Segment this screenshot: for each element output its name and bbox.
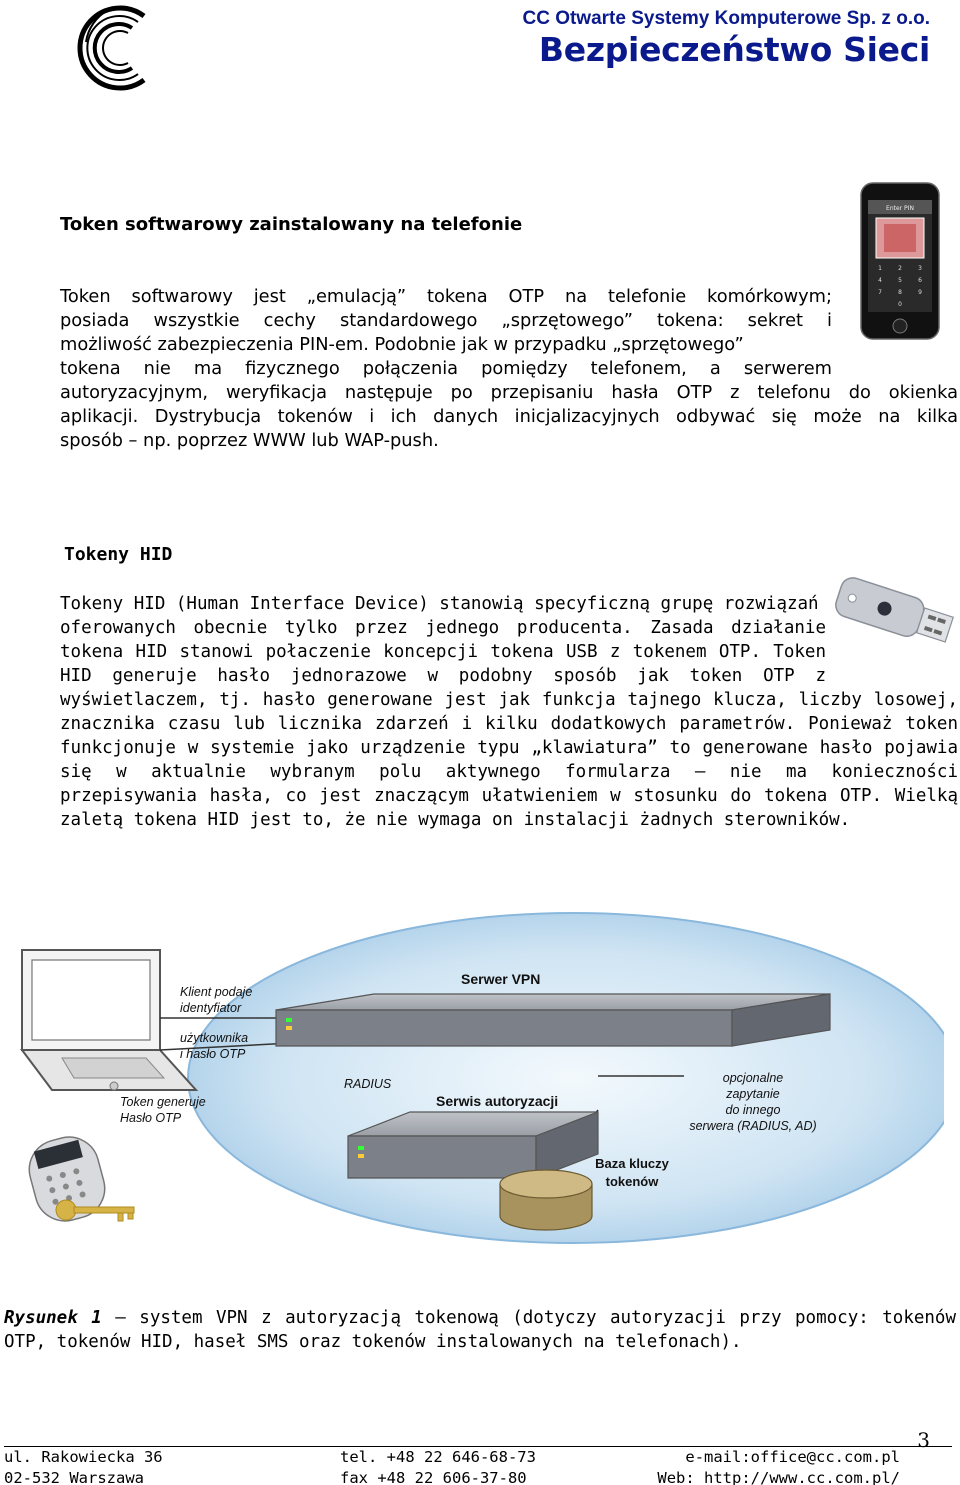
paragraph-line: Tokeny HID (Human Interface Device) stanowią specyficzną grupę rozwiązań xyxy=(60,594,819,614)
footer-email[interactable]: e-mail:office@cc.com.pl xyxy=(685,1448,900,1466)
key-0: 0 xyxy=(898,301,902,308)
smartphone-image xyxy=(860,182,940,340)
footer-divider xyxy=(4,1446,952,1447)
paragraph-line: autoryzacyjnym, weryfikacja następuje po przepisaniu hasła OTP z telefonu do okienka xyxy=(60,382,958,403)
client-text-1a: Klient podaje xyxy=(180,985,253,999)
footer-phone: tel. +48 22 646-68-73 xyxy=(340,1448,536,1466)
paragraph-line: znacznika czasu lub licznika zdarzeń i kilku dodatkowych parametrów. Ponieważ token xyxy=(60,714,958,734)
token-text-b: Hasło OTP xyxy=(120,1111,182,1125)
paragraph-line: Token softwarowy jest „emulacją” tokena OTP na telefonie komórkowym; xyxy=(60,286,832,307)
paragraph-line: sposób – np. poprzez WWW lub WAP-push. xyxy=(60,430,439,451)
paragraph-line: tokena nie ma fizycznego połączenia pomiędzy telefonem, a serwerem xyxy=(60,358,832,379)
company-logo xyxy=(74,2,166,94)
key-9: 9 xyxy=(918,289,922,296)
paragraph-line: posiada wszystkie cechy standardowego „sprzętowego” tokena: sekret i xyxy=(60,310,832,331)
figure-caption-label: Rysunek 1 xyxy=(4,1308,102,1328)
key-1: 1 xyxy=(878,265,882,272)
db-label-b: tokenów xyxy=(605,1174,659,1189)
key-8: 8 xyxy=(898,289,902,296)
footer-fax: fax +48 22 606-37-80 xyxy=(340,1469,527,1485)
token-database-icon xyxy=(500,1170,592,1230)
paragraph-line: HID generuje hasło jednorazowe w podobny sposób jak token OTP z xyxy=(60,666,826,686)
key-5: 5 xyxy=(898,277,902,284)
db-label-a: Baza kluczy xyxy=(595,1156,669,1171)
client-text-2a: użytkownika xyxy=(180,1031,249,1045)
auth-service-label: Serwis autoryzacji xyxy=(436,1093,559,1109)
phone-screen-label: Enter PIN xyxy=(886,205,914,212)
paragraph-line: tokena HID stanowi połaczenie koncepcji tokena USB z tokenem OTP. Token xyxy=(60,642,826,662)
document-title: Bezpieczeństwo Sieci xyxy=(538,30,930,69)
optional-query-b: zapytanie xyxy=(726,1087,780,1101)
paragraph-line: funkcjonuje w systemie jako urządzenie typu „klawiatura” to generowane hasło pojawia xyxy=(60,738,958,758)
footer-address-city: 02-532 Warszawa xyxy=(4,1469,144,1485)
paragraph-line: przepisywania hasła, co jest znaczącym ułatwieniem w stosunku do tokena OTP. Wielką xyxy=(60,786,958,806)
figure-caption-text1: – system VPN z autoryzacją tokenową (dotyczy autoryzacji przy pomocy: tokenów xyxy=(101,1308,956,1328)
optional-query-c: do innego xyxy=(725,1103,781,1117)
client-text-1b: identyfiator xyxy=(180,1001,242,1015)
key-6: 6 xyxy=(918,277,922,284)
token-text-a: Token generuje xyxy=(120,1095,206,1109)
optional-query-a: opcjonalne xyxy=(722,1071,784,1085)
laptop-icon xyxy=(22,950,196,1090)
company-name: CC Otwarte Systemy Komputerowe Sp. z o.o. xyxy=(522,8,930,29)
client-text-2b: i hasło OTP xyxy=(180,1047,246,1061)
vpn-token-diagram xyxy=(18,900,944,1250)
footer-website[interactable]: Web: http://www.cc.com.pl/ xyxy=(657,1469,900,1485)
section-heading-software-token: Token softwarowy zainstalowany na telefonie xyxy=(60,214,523,235)
paragraph-line: możliwość zabezpieczenia PIN-em. Podobnie jak w przypadku „sprzętowego” xyxy=(60,334,744,355)
key-4: 4 xyxy=(878,277,882,284)
vpn-server-icon xyxy=(276,994,830,1046)
radius-label: RADIUS xyxy=(344,1077,392,1091)
auth-server-icon xyxy=(348,1112,598,1178)
section-heading-hid-tokens: Tokeny HID xyxy=(64,544,173,565)
paragraph-line: zaletą tokena HID jest to, że nie wymaga on instalacji żadnych sterowników. xyxy=(60,810,851,830)
key-7: 7 xyxy=(878,289,882,296)
optional-query-d: serwera (RADIUS, AD) xyxy=(689,1119,817,1133)
figure-caption-line2: OTP, tokenów HID, haseł SMS oraz tokenów instalowanych na telefonach). xyxy=(4,1332,742,1352)
figure-caption-line1 xyxy=(4,1308,956,1328)
paragraph-line: się w aktualnie wybranym polu aktywnego formularza – nie ma konieczności xyxy=(60,762,958,782)
paragraph-line: oferowanych obecnie tylko przez jednego producenta. Zasada działanie xyxy=(60,618,826,638)
server-vpn-label: Serwer VPN xyxy=(461,971,541,987)
key-3: 3 xyxy=(918,265,922,272)
usb-hid-token-image xyxy=(830,572,960,652)
page-number: 3 xyxy=(917,1428,930,1452)
key-2: 2 xyxy=(898,265,902,272)
paragraph-line: wyświetlaczem, tj. hasło generowane jest jak funkcja tajnego klucza, liczby losowej, xyxy=(60,690,958,710)
footer-address-street: ul. Rakowiecka 36 xyxy=(4,1448,163,1466)
paragraph-line: aplikacji. Dystrybucja tokenów i ich danych inicjalizacyjnych odbywać się może na kilka xyxy=(60,406,958,427)
